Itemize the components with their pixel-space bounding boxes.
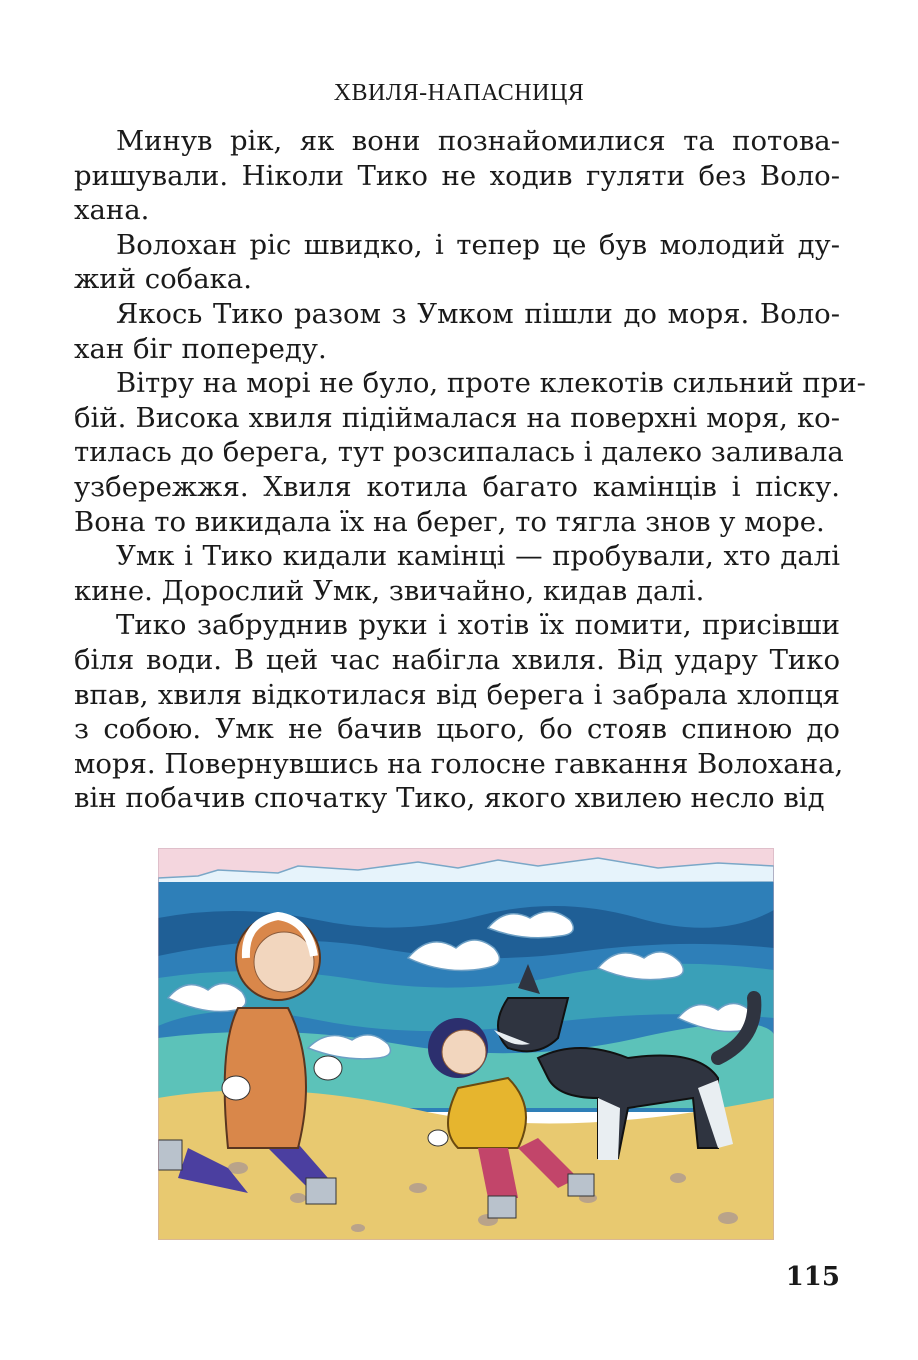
text-line: Волохан ріс швидко, і тепер це був молодий ду- bbox=[116, 228, 840, 261]
text-line: хан біг попереду. bbox=[74, 332, 327, 365]
paragraph bbox=[74, 297, 840, 366]
page-number: 115 bbox=[785, 1262, 840, 1292]
mitten bbox=[314, 1056, 342, 1080]
text-line: Тико забруднив руки і хотів їх помити, присівши bbox=[116, 609, 840, 642]
mitten bbox=[428, 1130, 448, 1146]
text-line: Минув рік, як вони познайомилися та потова- bbox=[116, 125, 840, 157]
text-line: Якось Тико разом з Умком пішли до моря. Воло- bbox=[116, 297, 840, 330]
paragraph bbox=[74, 124, 840, 228]
boot bbox=[488, 1196, 516, 1218]
paragraph bbox=[74, 608, 844, 816]
boot bbox=[306, 1178, 336, 1204]
text-line: впав, хвиля відкотилася від берега і забрала хлопця bbox=[74, 678, 840, 711]
paragraph bbox=[74, 228, 840, 297]
paragraph bbox=[74, 366, 866, 539]
boot bbox=[158, 1140, 182, 1170]
text-line: жий собака. bbox=[74, 263, 252, 296]
text-line: моря. Повернувшись на голосне гавкання Волохана, bbox=[74, 747, 844, 780]
text-line: ришували. Ніколи Тико не ходив гуляти без Воло- bbox=[74, 159, 840, 192]
text-line: кине. Дорослий Умк, звичайно, кидав далі. bbox=[74, 574, 705, 607]
text-line: узбережжя. Хвиля котила багато камінців і піску. bbox=[74, 470, 840, 503]
story-text bbox=[74, 124, 866, 816]
text-line: він побачив спочатку Тико, якого хвилею несло від bbox=[74, 782, 825, 815]
boot bbox=[568, 1174, 594, 1196]
paragraph bbox=[74, 539, 840, 608]
face bbox=[442, 1030, 486, 1074]
text-line: тилась до берега, тут розсипалась і далеко заливала bbox=[74, 436, 844, 469]
text-line: Вона то викидала їх на берег, то тягла знов у море. bbox=[74, 505, 825, 538]
mitten bbox=[222, 1076, 250, 1100]
illustration bbox=[158, 848, 774, 1240]
text-line: бій. Висока хвиля підіймалася на поверхні моря, ко- bbox=[74, 401, 840, 434]
text-line: біля води. В цей час набігла хвиля. Від удару Тико bbox=[74, 643, 840, 676]
text-line: Вітру на морі не було, проте клекотів сильний при- bbox=[116, 367, 866, 400]
chapter-title: ХВИЛЯ-НАПАСНИЦЯ bbox=[333, 80, 585, 106]
text-line: з собою. Умк не бачив цього, бо стояв спиною до bbox=[74, 713, 840, 746]
text-line: Умк і Тико кидали камінці — пробували, хто далі bbox=[116, 540, 840, 573]
text-line: хана. bbox=[74, 194, 150, 227]
face bbox=[254, 932, 314, 992]
